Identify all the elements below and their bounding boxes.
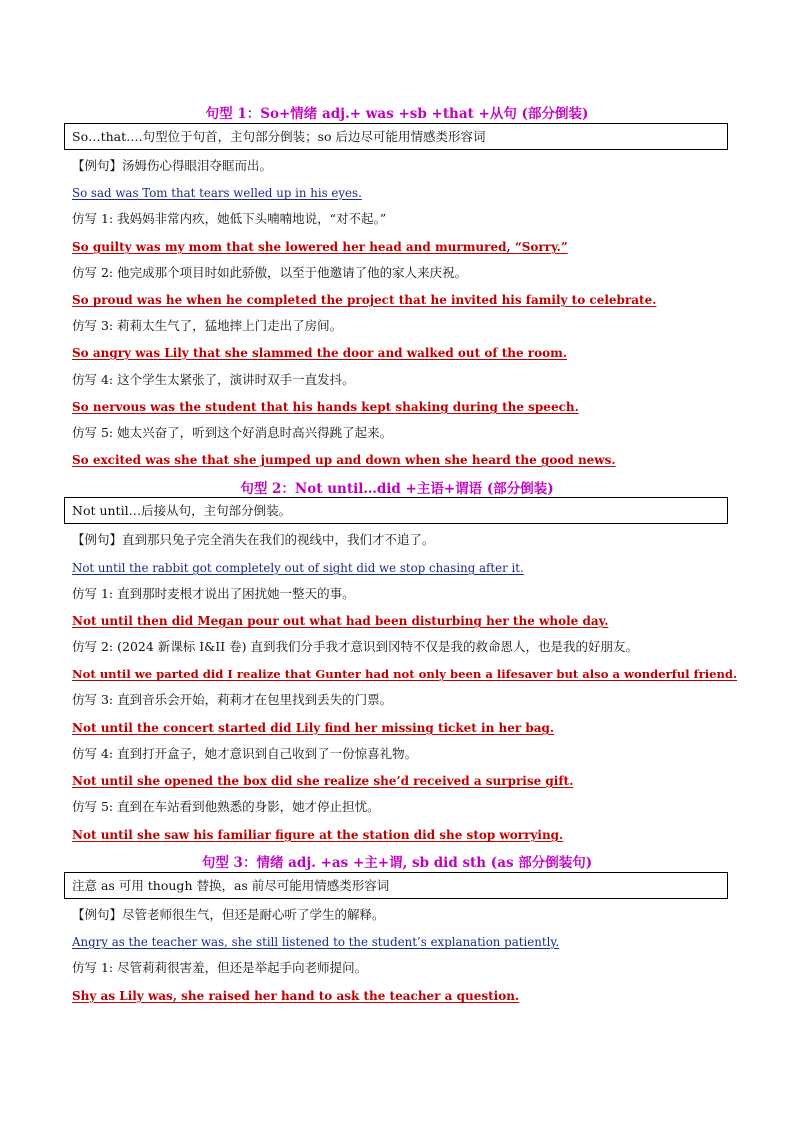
section-1-exercise-5-answer: So excited was she that she jumped up and down when she heard the good news. [72, 453, 616, 467]
section-2-example-sentence: Not until the rabbit got completely out of sight did we stop chasing after it. [72, 561, 524, 575]
section-1-exercise-5-prompt: 仿写 5: 她太兴奋了，听到这个好消息时高兴得跳了起来。 [72, 425, 393, 440]
section-2-exercise-5-prompt: 仿写 5: 直到在车站看到他熟悉的身影，她才停止担忧。 [72, 799, 380, 814]
section-1-example-sentence: So sad was Tom that tears welled up in his eyes. [72, 186, 362, 200]
section-2-exercise-2-prompt: 仿写 2: (2024 新课标 I&II 卷) 直到我们分手我才意识到冈特不仅是我的救命恩人，也是我的好朋友。 [72, 639, 639, 654]
section-3-example-prompt: 【例句】尽管老师很生气，但还是耐心听了学生的解释。 [72, 907, 385, 922]
section-1-exercise-4-answer: So nervous was the student that his hands kept shaking during the speech. [72, 400, 579, 414]
section-1-exercise-2-answer: So proud was he when he completed the project that he invited his family to celebrate. [72, 293, 657, 307]
section-2-exercise-2-answer: Not until we parted did I realize that Gunter had not only been a lifesaver but also a wonderful friend. [72, 667, 738, 681]
section-1-title: 句型 1：So+情绪 adj.+ was +sb +that +从句 (部分倒装) [205, 106, 589, 122]
section-1-exercise-1-prompt: 仿写 1: 我妈妈非常内疚，她低下头喃喃地说，“对不起。” [72, 211, 387, 226]
section-2-exercise-1-answer: Not until then did Megan pour out what had been disturbing her the whole day. [72, 614, 609, 628]
section-3-example-sentence: Angry as the teacher was, she still listened to the student’s explanation patiently. [72, 935, 560, 949]
section-3-exercise-1-answer: Shy as Lily was, she raised her hand to ask the teacher a question. [72, 989, 520, 1003]
section-2-exercise-5-answer: Not until she saw his familiar figure at the station did she stop worrying. [72, 828, 564, 842]
section-1-exercise-3-prompt: 仿写 3: 莉莉太生气了，猛地摔上门走出了房间。 [72, 318, 343, 333]
section-1-note-box: So…that….句型位于句首，主句部分倒装；so 后边尽可能用情感类形容词 [64, 123, 728, 150]
section-2-exercise-4-answer: Not until she opened the box did she realize she’d received a surprise gift. [72, 774, 574, 788]
section-1-exercise-4-prompt: 仿写 4: 这个学生太紧张了，演讲时双手一直发抖。 [72, 372, 355, 387]
section-2-exercise-3-answer: Not until the concert started did Lily find her missing ticket in her bag. [72, 721, 555, 735]
section-2-exercise-3-prompt: 仿写 3: 直到音乐会开始，莉莉才在包里找到丢失的门票。 [72, 692, 393, 707]
section-2-example-prompt: 【例句】直到那只兔子完全消失在我们的视线中，我们才不追了。 [72, 532, 435, 547]
section-2-note-box: Not until…后接从句，主句部分倒装。 [64, 497, 728, 524]
section-1-exercise-1-answer: So guilty was my mom that she lowered her head and murmured, “Sorry.” [72, 240, 568, 254]
section-1-example-prompt: 【例句】汤姆伤心得眼泪夺眶而出。 [72, 158, 273, 173]
section-2-exercise-4-prompt: 仿写 4: 直到打开盒子，她才意识到自己收到了一份惊喜礼物。 [72, 746, 418, 761]
section-1-exercise-2-prompt: 仿写 2: 他完成那个项目时如此骄傲，以至于他邀请了他的家人来庆祝。 [72, 265, 468, 280]
section-3-title: 句型 3：情绪 adj. +as +主+谓, sb did sth (as 部分倒装句) [201, 855, 593, 871]
section-3-note-box: 注意 as 可用 though 替换，as 前尽可能用情感类形容词 [64, 872, 728, 899]
section-2-title: 句型 2：Not until…did +主语+谓语 (部分倒装) [240, 481, 554, 497]
section-2-exercise-1-prompt: 仿写 1: 直到那时麦根才说出了困扰她一整天的事。 [72, 586, 355, 601]
section-3-exercise-1-prompt: 仿写 1: 尽管莉莉很害羞，但还是举起手向老师提问。 [72, 960, 368, 975]
section-1-exercise-3-answer: So angry was Lily that she slammed the door and walked out of the room. [72, 346, 568, 360]
